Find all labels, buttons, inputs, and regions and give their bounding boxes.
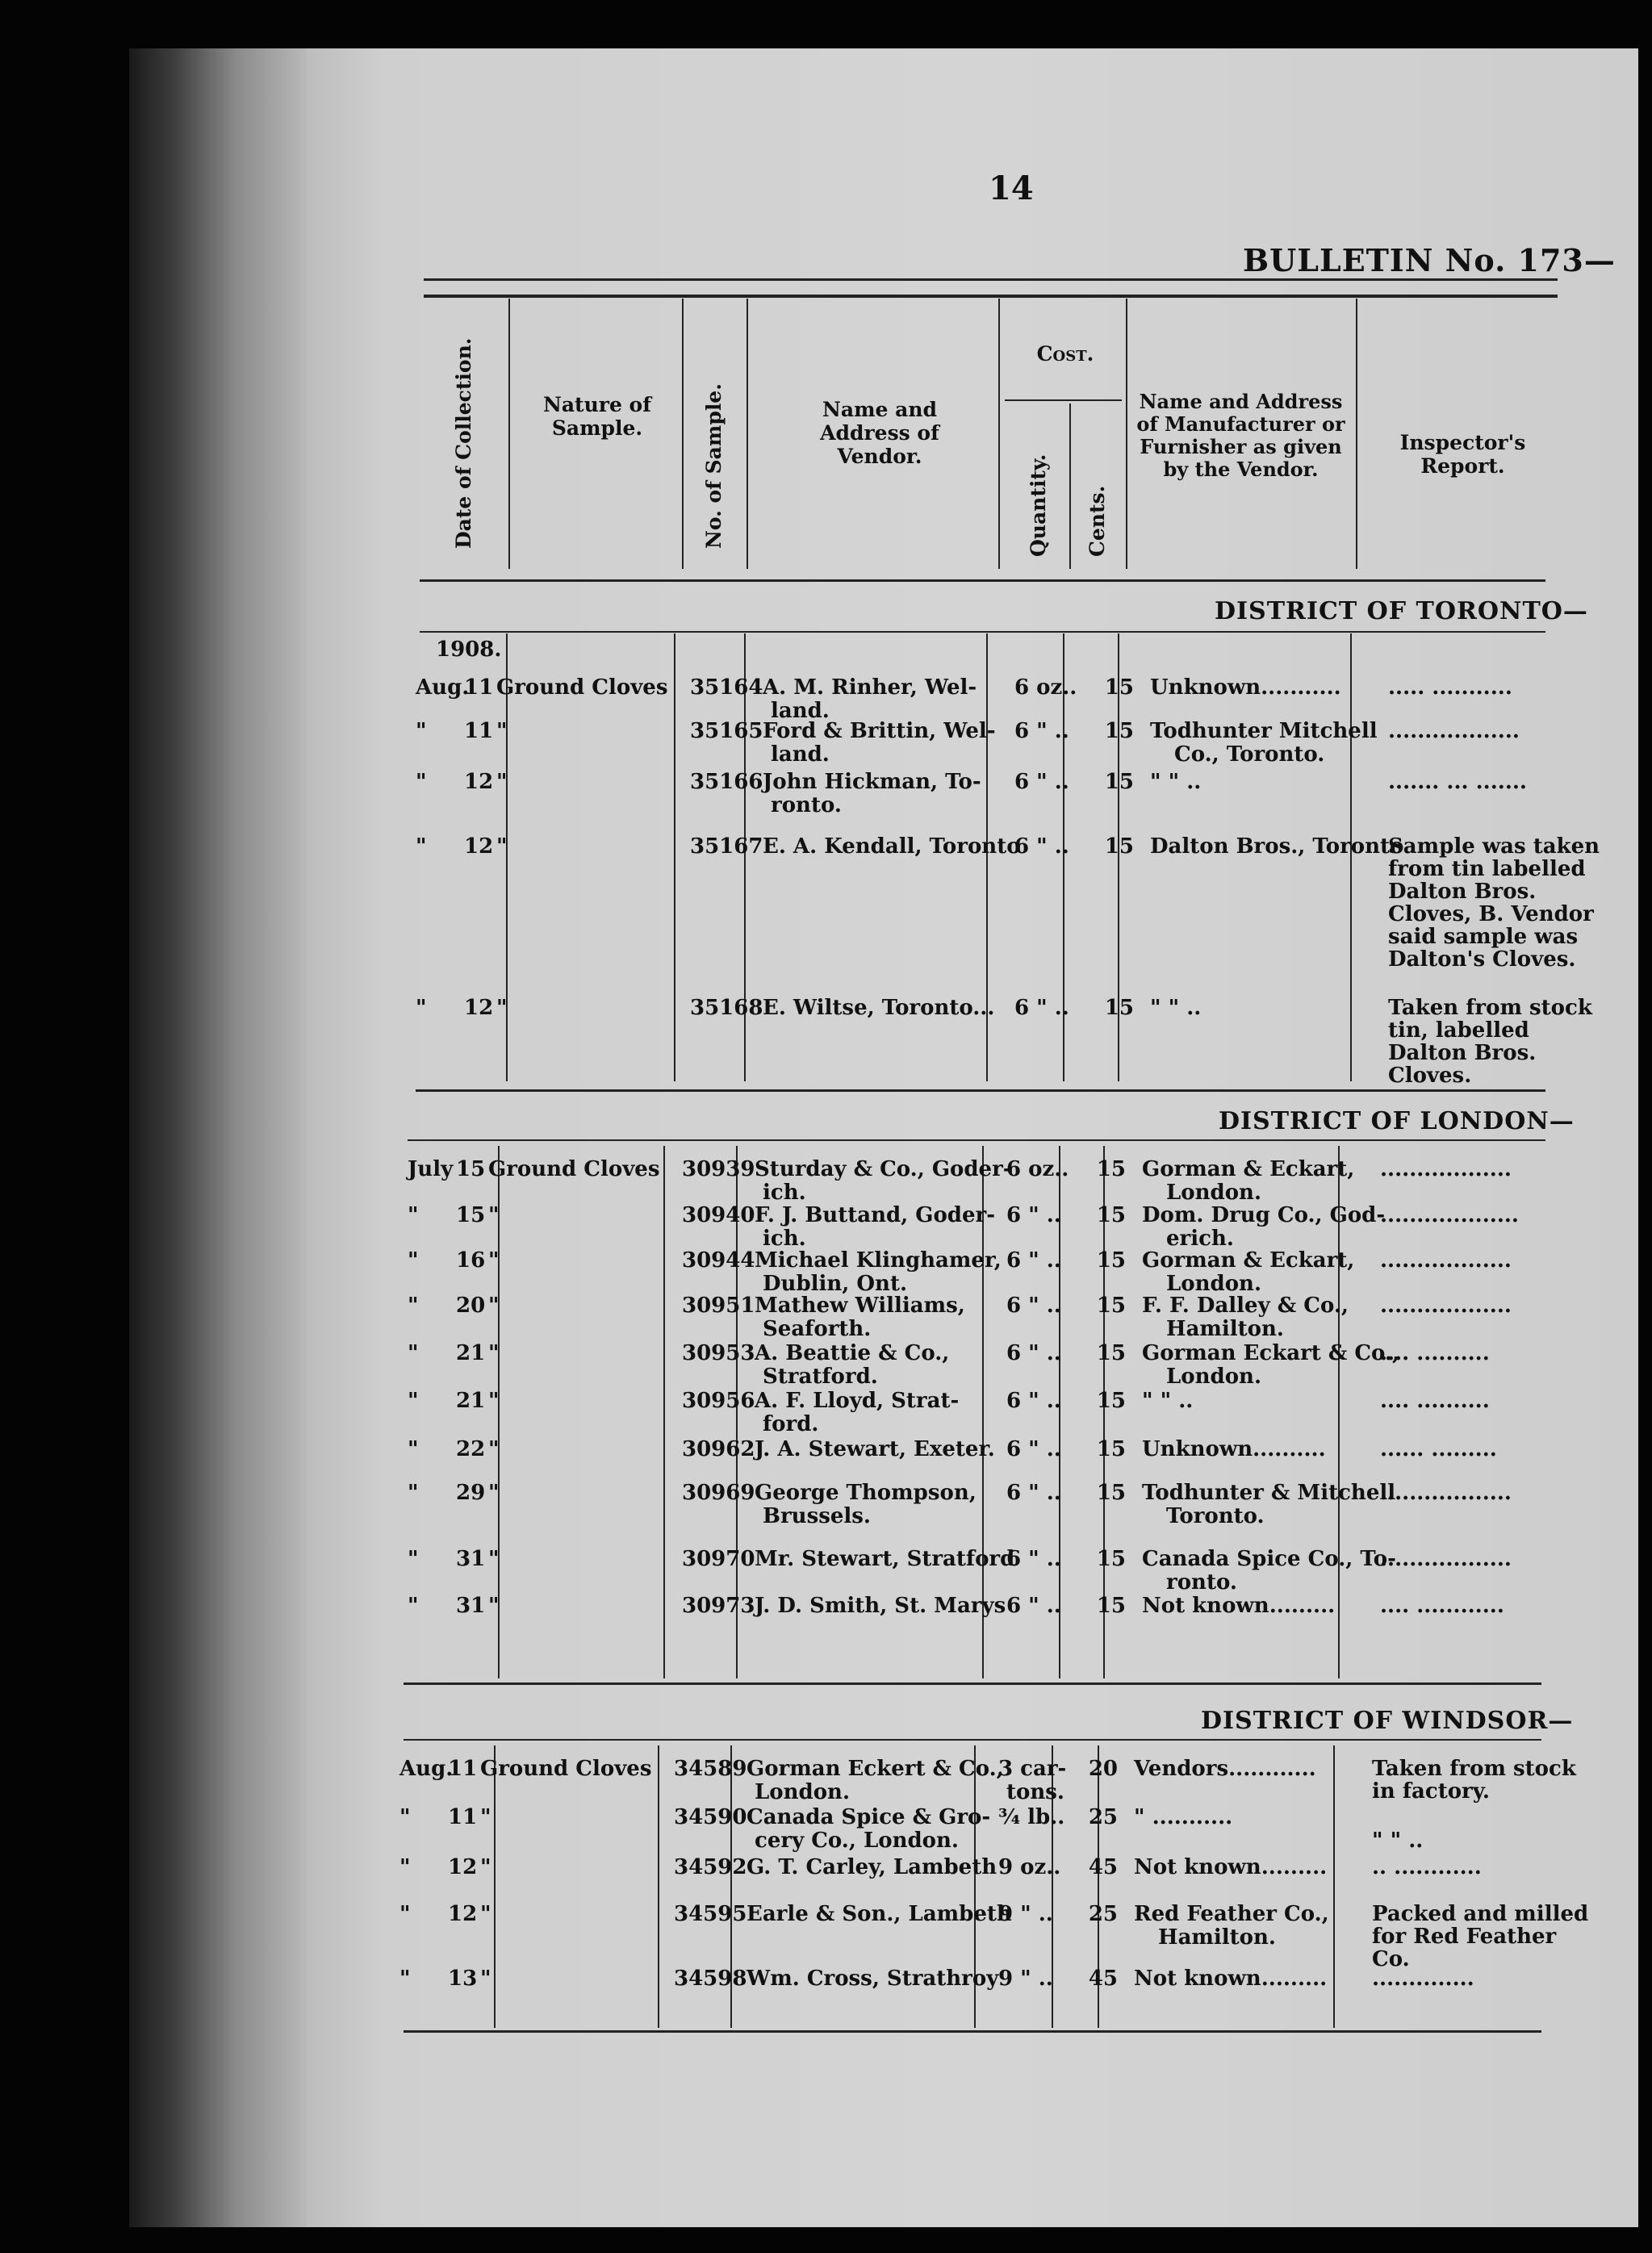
manufacturer: Not known......... — [1134, 1967, 1328, 1991]
vendor-continued: ich. — [763, 1227, 806, 1251]
cents: 15 — [1096, 1389, 1126, 1413]
sample-number: 35164 — [690, 675, 763, 700]
header-vendor: Name and Address of Vendor. — [820, 398, 939, 468]
header-date: Date of Collection. — [452, 337, 475, 549]
sample-number: 30973 — [682, 1594, 755, 1618]
district-title: DISTRICT OF TORONTO— — [1215, 597, 1588, 625]
cents: 15 — [1104, 996, 1134, 1020]
cents: 15 — [1096, 1294, 1126, 1318]
vendor: Mr. Stewart, Stratford — [755, 1547, 1015, 1571]
table-row — [416, 720, 1562, 768]
cents: 15 — [1096, 1437, 1126, 1461]
date-day: 21 — [456, 1341, 486, 1365]
date-month: Aug. — [399, 1757, 454, 1781]
cost-rule — [1005, 399, 1122, 401]
nature-of-sample: " — [488, 1389, 500, 1413]
cents: 15 — [1096, 1157, 1126, 1181]
date-month: " — [408, 1594, 419, 1618]
inspector-report: .... .......... — [1380, 1389, 1490, 1413]
sample-number: 30956 — [682, 1389, 755, 1413]
cents: 15 — [1096, 1341, 1126, 1365]
vendor: G. T. Carley, Lambeth — [747, 1855, 997, 1879]
vendor-continued: ronto. — [771, 793, 842, 817]
sample-number: 34595 — [674, 1902, 747, 1926]
cents: 15 — [1104, 719, 1134, 743]
date-day: 12 — [464, 834, 494, 859]
inspector-report: " " .. — [1372, 1829, 1424, 1853]
date-month: " — [416, 770, 427, 794]
manufacturer: F. F. Dalley & Co., — [1142, 1294, 1349, 1318]
sample-number: 30951 — [682, 1294, 755, 1318]
vendor: George Thompson, — [755, 1481, 977, 1505]
cents: 15 — [1096, 1248, 1126, 1273]
table-row — [399, 1806, 1545, 1854]
date-day: 12 — [448, 1855, 478, 1879]
inspector-report: .................. — [1380, 1481, 1512, 1505]
manufacturer: Gorman Eckart & Co., — [1142, 1341, 1400, 1365]
table-row — [408, 1342, 1554, 1390]
header-bottom-rule — [420, 579, 1545, 582]
date-day: 31 — [456, 1594, 486, 1618]
manufacturer: Gorman & Eckart, — [1142, 1248, 1355, 1273]
date-month: " — [408, 1481, 419, 1505]
nature-of-sample: Ground Cloves — [480, 1757, 652, 1781]
quantity: 6 " .. — [1014, 834, 1069, 859]
nature-of-sample: " — [488, 1203, 500, 1227]
date-month: " — [408, 1248, 419, 1273]
manufacturer: " " .. — [1142, 1389, 1194, 1413]
nature-of-sample: " — [488, 1341, 500, 1365]
sample-number: 35168 — [690, 996, 763, 1020]
header-manufacturer: Name and Address of Manufacturer or Furnisher as given by the Vendor. — [1136, 390, 1345, 481]
date-day: 21 — [456, 1389, 486, 1413]
quantity: 6 " .. — [1006, 1248, 1061, 1273]
vendor: J. A. Stewart, Exeter. — [755, 1437, 995, 1461]
nature-of-sample: " — [488, 1437, 500, 1461]
inspector-report: ..... ........... — [1388, 675, 1512, 700]
vendor-continued: Brussels. — [763, 1504, 871, 1528]
header-divider — [682, 299, 684, 569]
date-day: 11 — [448, 1805, 478, 1829]
inspector-report: Packed and milled for Red Feather Co. — [1372, 1902, 1589, 1971]
quantity: 9 oz.. — [998, 1855, 1061, 1879]
date-month: " — [399, 1855, 411, 1879]
date-month: " — [408, 1203, 419, 1227]
nature-of-sample: " — [488, 1481, 500, 1505]
date-month: " — [399, 1902, 411, 1926]
manufacturer-continued: erich. — [1166, 1227, 1234, 1251]
quantity: 6 " .. — [1006, 1294, 1061, 1318]
date-month: " — [408, 1389, 419, 1413]
manufacturer-continued: London. — [1166, 1272, 1262, 1296]
cents: 15 — [1104, 675, 1134, 700]
vendor-continued: land. — [771, 742, 830, 767]
manufacturer: Unknown.......... — [1142, 1437, 1326, 1461]
header-sample-no: No. of Sample. — [702, 383, 726, 549]
date-month: July — [408, 1157, 454, 1181]
nature-of-sample: " — [480, 1855, 491, 1879]
district-rule — [420, 631, 1545, 633]
date-day: 31 — [456, 1547, 486, 1571]
quantity: 6 " .. — [1006, 1389, 1061, 1413]
header-report: Inspector's Report. — [1399, 431, 1526, 478]
district-rule — [408, 1139, 1545, 1141]
quantity: 3 car- — [998, 1757, 1067, 1781]
date-month: " — [408, 1547, 419, 1571]
cents: 20 — [1088, 1757, 1118, 1781]
manufacturer: " ........... — [1134, 1805, 1233, 1829]
vendor: Michael Klinghamer, — [755, 1248, 1002, 1273]
vendor: A. F. Lloyd, Strat- — [755, 1389, 960, 1413]
cents: 15 — [1096, 1594, 1126, 1618]
nature-of-sample: " — [496, 996, 508, 1020]
quantity: ¾ lb.. — [998, 1805, 1065, 1829]
table-row — [408, 1294, 1554, 1343]
vendor-continued: Stratford. — [763, 1365, 878, 1389]
manufacturer-continued: London. — [1166, 1181, 1262, 1205]
header-quantity: Quantity. — [1027, 454, 1050, 557]
header-divider — [1069, 403, 1071, 569]
section-end-rule — [416, 1089, 1545, 1092]
nature-of-sample: " — [488, 1594, 500, 1618]
table-row — [408, 1158, 1554, 1206]
nature-of-sample: " — [488, 1294, 500, 1318]
manufacturer: Dom. Drug Co., God- — [1142, 1203, 1386, 1227]
date-day: 12 — [464, 770, 494, 794]
vendor: Mathew Williams, — [755, 1294, 965, 1318]
table-row — [399, 1902, 1589, 1971]
vendor-continued: London. — [755, 1780, 851, 1804]
nature-of-sample: Ground Cloves — [496, 675, 668, 700]
vendor: J. D. Smith, St. Marys — [755, 1594, 1006, 1618]
sample-number: 30970 — [682, 1547, 755, 1571]
table-row — [408, 1249, 1554, 1298]
nature-of-sample: " — [488, 1547, 500, 1571]
manufacturer: Gorman & Eckart, — [1142, 1157, 1355, 1181]
inspector-report: .................. — [1380, 1157, 1512, 1181]
table-row — [408, 1204, 1554, 1252]
table-row — [408, 1595, 1554, 1643]
inspector-report: Sample was taken from tin labelled Dalton Bros. Cloves, B. Vendor said sample was Dalton's Cloves. — [1388, 834, 1600, 972]
vendor-continued: Seaforth. — [763, 1317, 872, 1341]
table-row — [399, 1757, 1576, 1806]
table-row — [416, 771, 1562, 819]
manufacturer-continued: Co., Toronto. — [1174, 742, 1325, 767]
manufacturer: Dalton Bros., Toronto — [1150, 834, 1404, 859]
date-month: " — [408, 1341, 419, 1365]
nature-of-sample: Ground Cloves — [488, 1157, 660, 1181]
sample-number: 30969 — [682, 1481, 755, 1505]
manufacturer: Vendors............ — [1134, 1757, 1316, 1781]
page-number: 14 — [989, 169, 1034, 207]
year-label: 1908. — [436, 637, 502, 662]
manufacturer: Not known......... — [1142, 1594, 1336, 1618]
vendor: Ford & Brittin, Wel- — [763, 719, 996, 743]
quantity: 6 " .. — [1006, 1594, 1061, 1618]
table-row — [408, 1482, 1554, 1530]
quantity: 6 " .. — [1006, 1203, 1061, 1227]
vendor: John Hickman, To- — [763, 770, 981, 794]
quantity-continued: tons. — [1006, 1780, 1064, 1804]
nature-of-sample: " — [488, 1248, 500, 1273]
inspector-report: .... ............ — [1380, 1594, 1504, 1618]
vendor-continued: ford. — [763, 1412, 819, 1436]
manufacturer-continued: Hamilton. — [1166, 1317, 1284, 1341]
quantity: 6 " .. — [1006, 1341, 1061, 1365]
header-cents: Cents. — [1085, 485, 1109, 557]
table-row — [399, 1967, 1545, 2016]
vendor-continued: land. — [771, 699, 830, 723]
manufacturer: " " .. — [1150, 996, 1202, 1020]
manufacturer: Canada Spice Co., To- — [1142, 1547, 1396, 1571]
sample-number: 30953 — [682, 1341, 755, 1365]
date-day: 12 — [464, 996, 494, 1020]
book-spine-shadow — [129, 48, 307, 2227]
cents: 15 — [1104, 770, 1134, 794]
section-end-rule — [404, 2030, 1541, 2033]
sample-number: 34589 — [674, 1757, 747, 1781]
vendor: E. A. Kendall, Toronto — [763, 834, 1021, 859]
nature-of-sample: " — [496, 719, 508, 743]
inspector-report: ....... ... ....... — [1388, 770, 1527, 794]
date-month: " — [408, 1294, 419, 1318]
manufacturer-continued: Toronto. — [1166, 1504, 1265, 1528]
date-day: 16 — [456, 1248, 486, 1273]
table-row — [416, 996, 1592, 1088]
cents: 45 — [1088, 1967, 1118, 1991]
vendor: A. M. Rinher, Wel- — [763, 675, 977, 700]
vendor: A. Beattie & Co., — [755, 1341, 950, 1365]
quantity: 6 " .. — [1014, 996, 1069, 1020]
date-month: " — [408, 1437, 419, 1461]
manufacturer: Todhunter Mitchell — [1150, 719, 1378, 743]
vendor-continued: cery Co., London. — [755, 1829, 959, 1853]
bulletin-title: BULLETIN No. 173— — [1243, 242, 1616, 278]
quantity: 6 " .. — [1006, 1481, 1061, 1505]
vendor-continued: ich. — [763, 1181, 806, 1205]
quantity: 6 oz.. — [1006, 1157, 1069, 1181]
date-day: 12 — [448, 1902, 478, 1926]
cents: 15 — [1096, 1203, 1126, 1227]
district-title: DISTRICT OF WINDSOR— — [1201, 1707, 1574, 1735]
sample-number: 34598 — [674, 1967, 747, 1991]
section-end-rule — [404, 1682, 1541, 1685]
nature-of-sample: " — [480, 1902, 491, 1926]
manufacturer: Unknown........... — [1150, 675, 1341, 700]
date-day: 15 — [456, 1203, 486, 1227]
date-month: " — [416, 719, 427, 743]
table-row — [408, 1390, 1554, 1438]
sample-number: 30939 — [682, 1157, 755, 1181]
date-month: " — [416, 834, 427, 859]
quantity: 9 " .. — [998, 1902, 1053, 1926]
sample-number: 35165 — [690, 719, 763, 743]
date-month: Aug. — [416, 675, 470, 700]
date-month: " — [416, 996, 427, 1020]
cents: 15 — [1096, 1481, 1126, 1505]
header-rule-top — [424, 278, 1558, 281]
cents: 25 — [1088, 1805, 1118, 1829]
quantity: 6 " .. — [1014, 770, 1069, 794]
inspector-report: Taken from stock in factory. — [1372, 1757, 1576, 1804]
district-title: DISTRICT OF LONDON— — [1219, 1107, 1575, 1135]
vendor: Earle & Son., Lambeth — [747, 1902, 1012, 1926]
inspector-report: Taken from stock tin, labelled Dalton Bros. Cloves. — [1388, 996, 1592, 1088]
sample-number: 34590 — [674, 1805, 747, 1829]
manufacturer-continued: Hamilton. — [1158, 1925, 1276, 1950]
header-divider — [1356, 299, 1357, 569]
date-day: 11 — [464, 719, 494, 743]
date-day: 29 — [456, 1481, 486, 1505]
cents: 25 — [1088, 1902, 1118, 1926]
manufacturer: Todhunter & Mitchell — [1142, 1481, 1396, 1505]
sample-number: 35167 — [690, 834, 763, 859]
date-day: 13 — [448, 1967, 478, 1991]
vendor: Sturday & Co., Goder- — [755, 1157, 1012, 1181]
header-rule-bottom — [424, 295, 1558, 298]
manufacturer: Red Feather Co., — [1134, 1902, 1329, 1926]
table-row — [408, 1548, 1554, 1596]
header-divider — [747, 299, 748, 569]
date-day: 20 — [456, 1294, 486, 1318]
vendor: E. Wiltse, Toronto... — [763, 996, 995, 1020]
date-month: " — [399, 1805, 411, 1829]
table-row — [408, 1438, 1554, 1486]
manufacturer-continued: ronto. — [1166, 1570, 1237, 1595]
quantity: 6 " .. — [1014, 719, 1069, 743]
header-cost: Cost. — [1036, 342, 1094, 366]
inspector-report: ................... — [1380, 1203, 1519, 1227]
date-day: 15 — [456, 1157, 486, 1181]
sample-number: 34592 — [674, 1855, 747, 1879]
quantity: 9 " .. — [998, 1967, 1053, 1991]
manufacturer-continued: London. — [1166, 1365, 1262, 1389]
nature-of-sample: " — [480, 1805, 491, 1829]
manufacturer: Not known......... — [1134, 1855, 1328, 1879]
inspector-report: ...... ......... — [1380, 1437, 1497, 1461]
inspector-report: .... .......... — [1380, 1341, 1490, 1365]
table-row — [416, 834, 1600, 972]
table-row — [416, 676, 1562, 725]
quantity: 6 " .. — [1006, 1547, 1061, 1571]
date-day: 22 — [456, 1437, 486, 1461]
nature-of-sample: " — [496, 770, 508, 794]
date-month: " — [399, 1967, 411, 1991]
district-rule — [404, 1739, 1541, 1741]
sample-number: 30962 — [682, 1437, 755, 1461]
vendor: Wm. Cross, Strathroy — [747, 1967, 999, 1991]
header-divider — [998, 299, 1000, 569]
cents: 15 — [1104, 834, 1134, 859]
header-nature: Nature of Sample. — [543, 393, 651, 440]
sample-number: 30944 — [682, 1248, 755, 1273]
vendor: Canada Spice & Gro- — [747, 1805, 991, 1829]
date-day: 11 — [464, 675, 494, 700]
vendor-continued: Dublin, Ont. — [763, 1272, 908, 1296]
inspector-report: .............. — [1372, 1967, 1474, 1991]
quantity: 6 " .. — [1006, 1437, 1061, 1461]
nature-of-sample: " — [480, 1967, 491, 1991]
sample-number: 35166 — [690, 770, 763, 794]
inspector-report: .................. — [1380, 1248, 1512, 1273]
vendor: Gorman Eckert & Co., — [747, 1757, 1004, 1781]
inspector-report: .................. — [1380, 1294, 1512, 1318]
sample-number: 30940 — [682, 1203, 755, 1227]
quantity: 6 oz.. — [1014, 675, 1077, 700]
header-divider — [1126, 299, 1127, 569]
manufacturer: " " .. — [1150, 770, 1202, 794]
inspector-report: .................. — [1388, 719, 1520, 743]
cents: 45 — [1088, 1855, 1118, 1879]
inspector-report: .. ............ — [1372, 1855, 1482, 1879]
nature-of-sample: " — [496, 834, 508, 859]
date-day: 11 — [448, 1757, 478, 1781]
header-divider — [508, 299, 510, 569]
inspector-report: .................. — [1380, 1547, 1512, 1571]
table-row — [399, 1856, 1545, 1904]
vendor: F. J. Buttand, Goder- — [755, 1203, 996, 1227]
cents: 15 — [1096, 1547, 1126, 1571]
